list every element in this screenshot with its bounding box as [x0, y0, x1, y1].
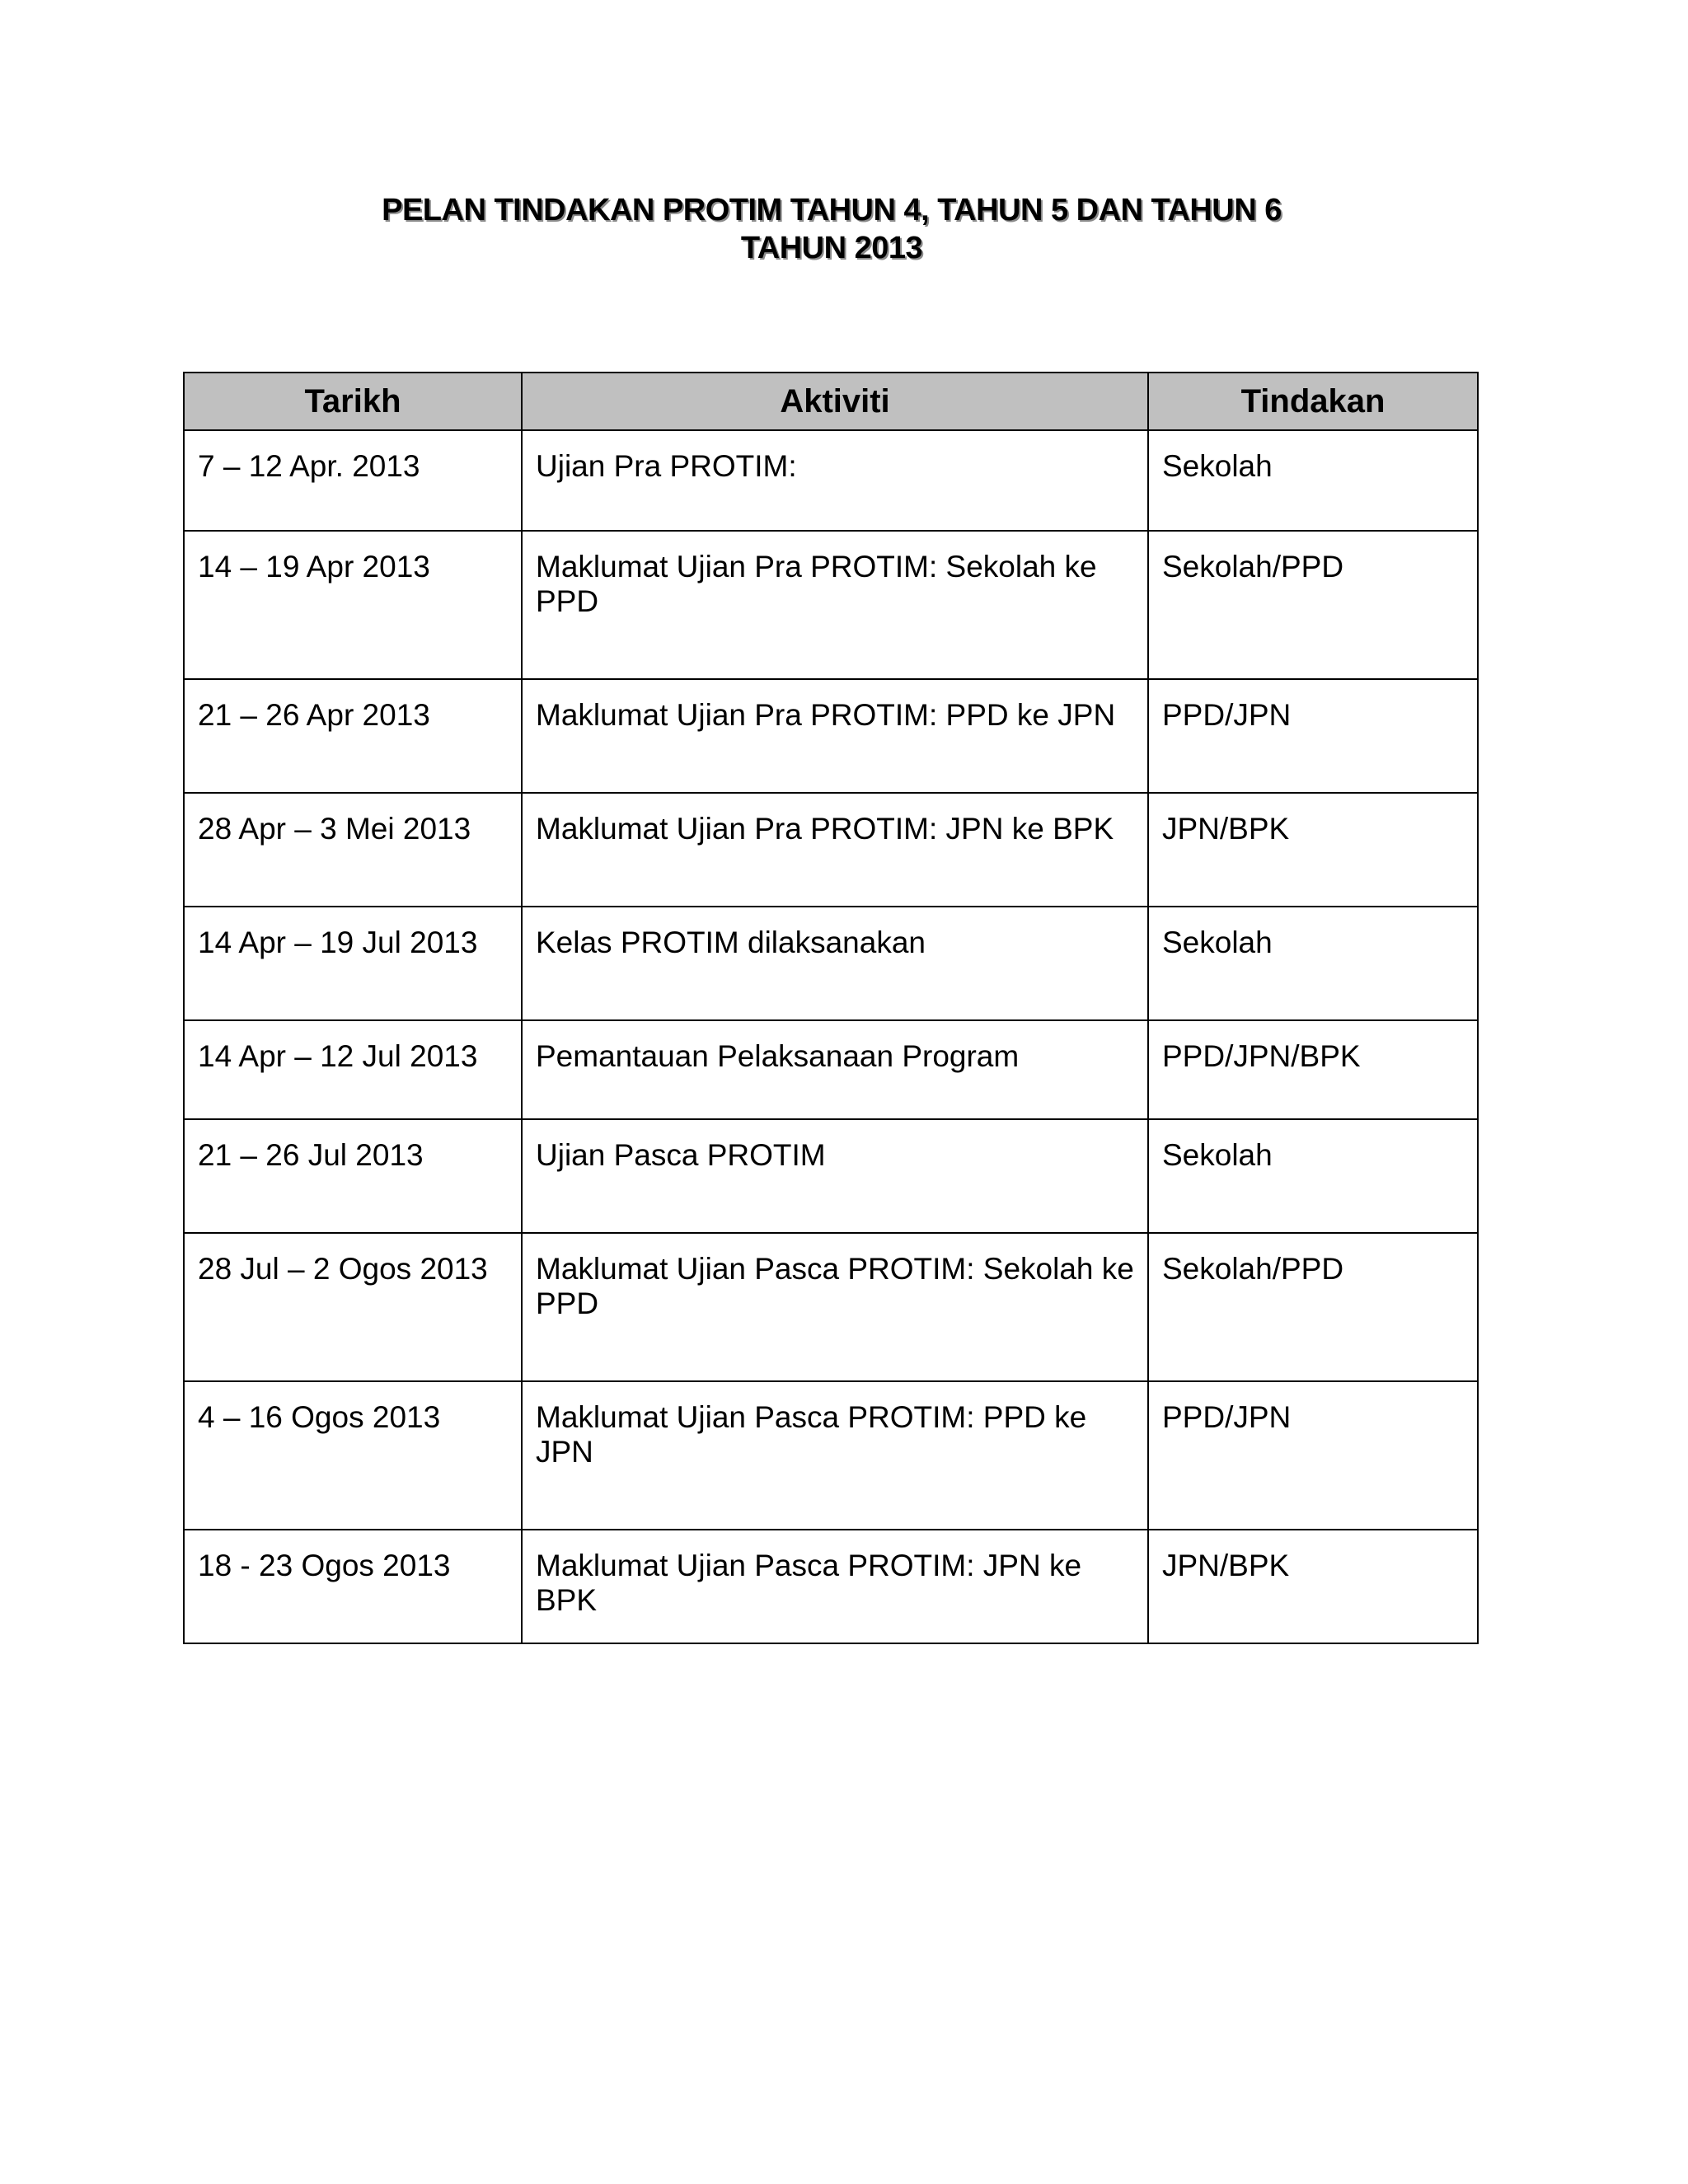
cell-tarikh: 21 – 26 Jul 2013: [184, 1119, 522, 1233]
cell-aktiviti: Maklumat Ujian Pra PROTIM: Sekolah ke PPD: [522, 531, 1148, 679]
cell-aktiviti: Maklumat Ujian Pra PROTIM: JPN ke BPK: [522, 793, 1148, 907]
cell-aktiviti: Kelas PROTIM dilaksanakan: [522, 907, 1148, 1020]
table-row: [184, 1119, 1478, 1233]
document-title: [0, 191, 1663, 267]
cell-tarikh: 4 – 16 Ogos 2013: [184, 1381, 522, 1530]
table-row: [184, 1530, 1478, 1643]
cell-tindakan: JPN/BPK: [1148, 1530, 1478, 1643]
cell-tindakan: Sekolah/PPD: [1148, 1233, 1478, 1381]
cell-aktiviti: Maklumat Ujian Pasca PROTIM: JPN ke BPK: [522, 1530, 1148, 1643]
table-row: [184, 531, 1478, 679]
cell-tindakan: PPD/JPN: [1148, 679, 1478, 793]
action-plan-table: [183, 372, 1479, 1644]
cell-tindakan: Sekolah: [1148, 907, 1478, 1020]
cell-tarikh: 7 – 12 Apr. 2013: [184, 430, 522, 531]
cell-tarikh: 14 Apr – 12 Jul 2013: [184, 1020, 522, 1119]
cell-tindakan: PPD/JPN: [1148, 1381, 1478, 1530]
cell-tarikh: 14 Apr – 19 Jul 2013: [184, 907, 522, 1020]
header-tarikh: Tarikh: [184, 373, 522, 430]
cell-tindakan: PPD/JPN/BPK: [1148, 1020, 1478, 1119]
cell-tarikh: 28 Apr – 3 Mei 2013: [184, 793, 522, 907]
cell-aktiviti: Maklumat Ujian Pra PROTIM: PPD ke JPN: [522, 679, 1148, 793]
cell-tarikh: 21 – 26 Apr 2013: [184, 679, 522, 793]
table-row: [184, 793, 1478, 907]
cell-tindakan: Sekolah/PPD: [1148, 531, 1478, 679]
table-row: [184, 1381, 1478, 1530]
cell-aktiviti: Ujian Pra PROTIM:: [522, 430, 1148, 531]
title-line-1: PELAN TINDAKAN PROTIM TAHUN 4, TAHUN 5 DAN TAHUN 6: [382, 193, 1282, 227]
table-row: [184, 907, 1478, 1020]
table-row: [184, 1020, 1478, 1119]
cell-tindakan: JPN/BPK: [1148, 793, 1478, 907]
cell-tindakan: Sekolah: [1148, 1119, 1478, 1233]
cell-tarikh: 18 - 23 Ogos 2013: [184, 1530, 522, 1643]
cell-aktiviti: Maklumat Ujian Pasca PROTIM: PPD ke JPN: [522, 1381, 1148, 1530]
cell-aktiviti: Ujian Pasca PROTIM: [522, 1119, 1148, 1233]
table-row: [184, 430, 1478, 531]
table-row: [184, 1233, 1478, 1381]
cell-tarikh: 14 – 19 Apr 2013: [184, 531, 522, 679]
cell-aktiviti: Pemantauan Pelaksanaan Program: [522, 1020, 1148, 1119]
title-line-2: TAHUN 2013: [740, 231, 923, 265]
header-tindakan: Tindakan: [1148, 373, 1478, 430]
cell-tindakan: Sekolah: [1148, 430, 1478, 531]
header-aktiviti: Aktiviti: [522, 373, 1148, 430]
table-row: [184, 679, 1478, 793]
cell-tarikh: 28 Jul – 2 Ogos 2013: [184, 1233, 522, 1381]
table-header-row: [184, 373, 1478, 430]
cell-aktiviti: Maklumat Ujian Pasca PROTIM: Sekolah ke PPD: [522, 1233, 1148, 1381]
